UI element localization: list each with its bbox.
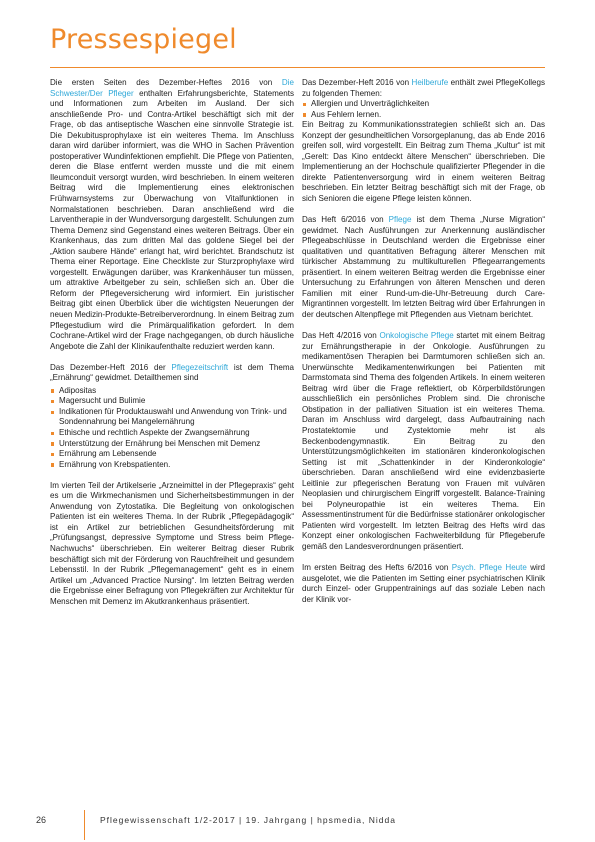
topic-list-ernaehrung xyxy=(50,386,294,470)
paragraph-kommunikation: Ein Beitrag zu Kommunikationsstrategien schließt sich an. Das Konzept der gesundheitlichen Vorsorgeplanung, das ab Ende 2016 greifen soll, wird vorgestellt. Ein Beitrag zum Thema „Kultur“ ist mit „Gerelt: Das Kino entdeckt ältere Menschen“ überschrieben. Die Implementierung an der Hochschule qualifizierter Pflegender in die direkte Patientenversorgung wird in einem weiteren Beitrag beschrieben. Ein letzter Beitrag beschäftigt sich mit der Frage, ob sich Senioren die eigene Pflege leisten können. xyxy=(302,120,545,204)
paragraph-onkologische-pflege xyxy=(302,331,545,552)
footer-citation: Pflegewissenschaft 1/2-2017 | 19. Jahrgang | hpsmedia, Nidda xyxy=(100,815,396,825)
journal-link-psych-pflege[interactable]: Psych. Pflege Heute xyxy=(451,563,527,573)
list-item: Ernährung am Lebensende xyxy=(50,449,294,460)
paragraph-text: ist dem Thema „Nurse Migration“ gewidmet. Nach Ausführungen zur Anerkennung ausländischer Pflegeabschlüsse in Deutschland werden die Ergebnisse einer qualitativen und quantitativen Befragung älterer Menschen mit türkischer Abstammung zu multikulturellen Pflegearrangements präsentiert. In einem weiteren Beitrag werden die Ergebnisse einer Untersuchung zu Erfahrungen von älteren Menschen und deren Familien mit einer Rund-um-die-Uhr-Betreuung durch Care-Migrantinnen vorgestellt. Im letzten Beitrag wird über Erfahrungen in der deutschen Altenpflege mit Pflegenden aus Vietnam berichtet. xyxy=(302,215,545,319)
page-number: 26 xyxy=(36,815,47,825)
list-item: Ernährung von Krebspatienten. xyxy=(50,460,294,471)
paragraph-text: enthalten Erfahrungsberichte, Statements und Informationen zum Arbeiten im Ausland. Der sich anschließende Pro- und Contra-Artikel beschäftigt sich mit der Frage, ob das antiseptische Waschen eine sinnvolle Strategie ist. Die Dekubitusprophylaxe ist ein weiteres Thema. Im Anschluss daran wird darüber informiert, was die WHO in Sachen Prävention postoperativer Wundinfektionen empfiehlt. Die Pflege von Patienten, deren die Blase entfernt werden musste und die mit einem Ileumconduit versorgt wurden, wird beschrieben. In einem weiteren Beitrag wird die Implementierung eines elektronischen Frühwarnsystems zur Überwachung von Vitalfunktionen in Normalstationen beschrieben. Daran anschließend wird die Larventherapie in der Wundversorgung dargestellt. Schulungen zum Thema Demenz sind Gegenstand eines weiteren Beitrags. Über ein Krankenhaus, das zum dritten Mal das goldene Siegel bei der „Aktion saubere Hände“ erlangt hat, wird berichtet. Brandschutz ist Thema einer Reportage. Eine Checkliste zur Sturzprophylaxe wird vorgestellt. Erwägungen darüber, was Krankenhäuser tun müssen, um attraktive Arbeitgeber zu sein, schließen sich an. Über die Reform der Pflegeversicherung wird informiert. Ein juristischer Beitrag gibt einen Überblick über die wichtigsten Neuerungen der neuen Medizin-Produkte-Betreiberverordnung. In einem Beitrag zum Pflegestudium wird die Primärqualifikation gefordert. In dem Cochrane-Artikel wird der Frage nachgegangen, ob durch häusliche Angebote die Zahl der Klinikaufenthalte reduziert werden kann. xyxy=(50,88,294,351)
paragraph-text: ist dem Thema „Ernährung“ gewidmet. Detailthemen sind xyxy=(50,362,294,383)
paragraph-text: Das Dezember-Heft 2016 der xyxy=(50,362,172,372)
title-divider xyxy=(50,67,545,68)
paragraph-text: Die ersten Seiten des Dezember-Heftes 2016 von xyxy=(50,78,282,87)
topic-list-pflegekolleg xyxy=(302,99,545,120)
journal-link-onkologische-pflege[interactable]: Onkologische Pflege xyxy=(379,331,454,341)
paragraph-heilberufe xyxy=(302,78,545,99)
paragraph-schwester xyxy=(50,78,294,352)
list-item: Aus Fehlern lernen. xyxy=(302,110,545,121)
paragraph-text: wird ausgelotet, wie die Patienten im Setting einer psychiatrischen Klinik durch Einzel- oder Gruppentrainings auf das soziale Leben nach der Klinik vor- xyxy=(302,563,545,604)
paragraph-pflegezeitschrift xyxy=(50,363,294,384)
list-item: Indikationen für Produktauswahl und Anwendung von Trink- und Sondennahrung bei Mangelernährung xyxy=(50,407,294,428)
paragraph-text: startet mit einem Beitrag zur Ernährungstherapie in der Onkologie. Ausführungen zu medikamentösen Therapien bei Darmtumoren schließen sich an. Unerwünschte Medikamentenwirkungen bei Patienten mit Darmstomata sind Thema des folgenden Artikels. In einem weiteren Beitrag wird über die Frage reflektiert, ob Körperbildstörungen ausschließlich ein persönliches Problem sind. Die chronische Obstipation in der palliativen Situation ist ein weiteres Thema. Daran im Anschluss wird dargelegt, dass Aufbautraining nach Prostatektomie und Zystektomie mehr ist als Beckenbodengymnastik. Ein Beitrag zu den Unterstützungsmöglichkeiten im stationären kinderonkologischen Setting ist mit „Schattenkinder in der Kinderonkologie“ überschrieben. Daran anschließend wird eine evidenzbasierte Leitlinie zur pflegerischen Beratung von Frauen mit vulvären Neoplasien und chirurgischem Eingriff vorgestellt. Balance-Training bei Polyneuropathie ist ein weiteres Thema. Ein Assessmentinstrument für die Bedürfnisse stationärer onkologischer Patienten wird vorgestellt. Im letzten Beitrag des Hefts wird das Konzept einer onkologischen Fachweiterbildung für Pflegeberufe gemäß den Landesverordnungen präsentiert. xyxy=(302,331,545,551)
right-column xyxy=(302,78,545,616)
paragraph-psych-pflege xyxy=(302,563,545,605)
journal-link-pflege[interactable]: Pflege xyxy=(388,215,412,225)
list-item: Ethische und rechtlich Aspekte der Zwangsernährung xyxy=(50,428,294,439)
paragraph-text: Im ersten Beitrag des Hefts 6/2016 von xyxy=(302,563,452,573)
list-item: Allergien und Unverträglichkeiten xyxy=(302,99,545,110)
paragraph-text: Das Dezember-Heft 2016 von xyxy=(302,78,412,87)
paragraph-text: enthält zwei PflegeKollegs zu folgenden Themen: xyxy=(302,78,545,98)
footer-divider xyxy=(84,810,85,840)
journal-link-schwester[interactable]: Die Schwester/Der Pfleger xyxy=(50,78,294,98)
page-title: Pressespiegel xyxy=(50,24,237,55)
journal-link-pflegezeitschrift[interactable]: Pflegezeitschrift xyxy=(171,362,229,372)
paragraph-text: Das Heft 6/2016 von xyxy=(302,215,389,225)
left-column xyxy=(50,78,294,618)
paragraph-pflege xyxy=(302,215,545,320)
list-item: Magersucht und Bulimie xyxy=(50,396,294,407)
list-item: Adipositas xyxy=(50,386,294,397)
journal-link-heilberufe[interactable]: Heilberufe xyxy=(411,78,449,87)
paragraph-text: Das Heft 4/2016 von xyxy=(302,331,380,341)
paragraph-arzneimittel: Im vierten Teil der Artikelserie „Arzneimittel in der Pflegepraxis“ geht es um die Wirkmechanismen und Sicherheitsbestimmungen in der Anwendung von Zytostatika. Die Begleitung von onkologischen Patienten ist ein weiteres Thema. In der Rubrik „Pflegepädagogik“ ist ein Artikel zur betrieblichen Gesundheitsförderung mit „Prüfungsangst, depressive Symptome und Stress beim Pflege-Nachwuchs“ überschrieben. Ein weiterer Beitrag dieser Rubrik beschäftigt sich mit der Förderung von Rauchfreiheit und gesundem Lebensstil. In der Rubrik „Pflegemanagement“ geht es in einem Artikel um „Advanced Practice Nursing“. Im letzten Beitrag werden die Ergebnisse einer Befragung von Pflegekräften zur Architektur für Menschen mit Demenz im Akutkrankenhaus präsentiert. xyxy=(50,480,294,606)
list-item: Unterstützung der Ernährung bei Menschen mit Demenz xyxy=(50,439,294,450)
